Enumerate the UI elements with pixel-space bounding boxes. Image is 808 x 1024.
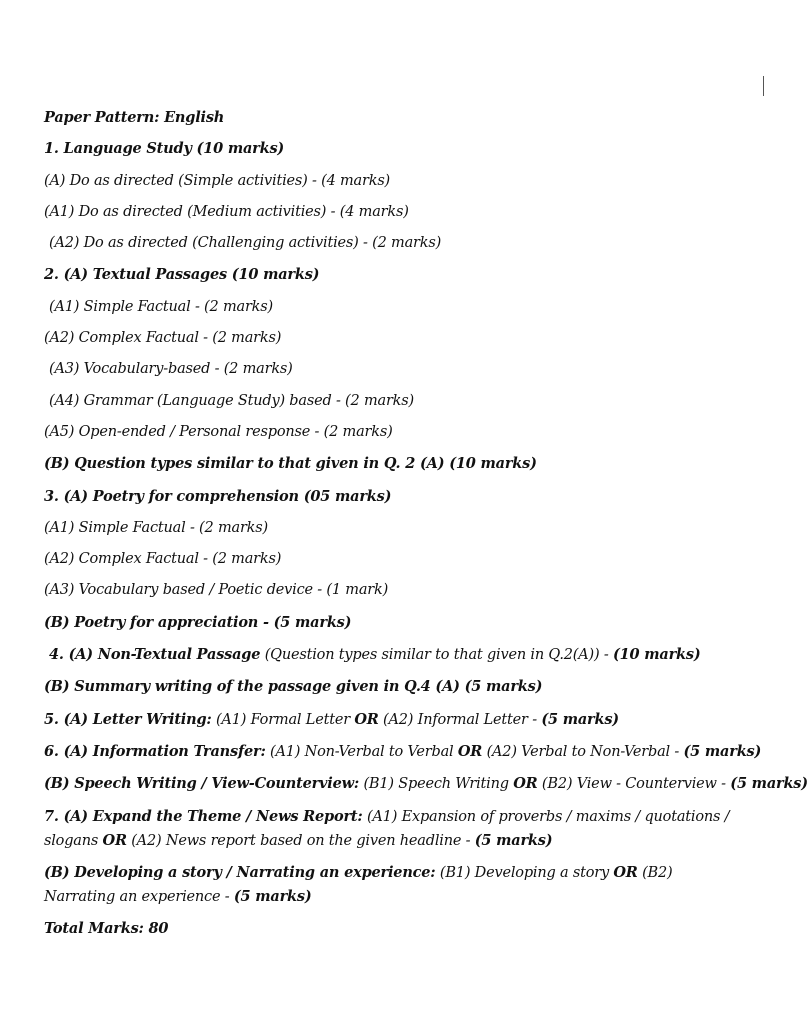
- pattern-line: [44, 166, 744, 197]
- line-emphasis: (B) Poetry for appreciation - (5 marks): [44, 613, 352, 631]
- pattern-line: [44, 417, 744, 448]
- line-emphasis: (B) Question types similar to that given in Q. 2 (A) (10 marks): [44, 455, 537, 473]
- line-emphasis: OR: [513, 775, 538, 793]
- line-text: (A2) Complex Factual - (2 marks): [44, 551, 282, 568]
- pattern-line: [44, 704, 744, 736]
- line-text: (A3) Vocabulary-based - (2 marks): [49, 361, 293, 378]
- document-title: Paper Pattern: English: [44, 109, 225, 126]
- line-text: (Question types similar to that given in Q.2(A)) -: [260, 647, 613, 664]
- pattern-line: [44, 575, 744, 606]
- line-text: (B1) Developing a story: [435, 864, 614, 881]
- total-marks: Total Marks: 80: [44, 919, 169, 937]
- pattern-line: [44, 513, 744, 544]
- line-emphasis: (5 marks): [683, 742, 762, 760]
- pattern-line: [44, 259, 744, 291]
- line-emphasis: 4. (A) Non-Textual Passage: [49, 646, 261, 664]
- line-text: (A2) Informal Letter -: [378, 711, 542, 728]
- pattern-line: [44, 448, 744, 480]
- line-text: (A1) Simple Factual - (2 marks): [44, 519, 268, 536]
- line-emphasis: OR: [354, 710, 379, 728]
- line-text: (B1) Speech Writing: [359, 776, 514, 793]
- line-emphasis: (10 marks): [612, 646, 701, 664]
- line-emphasis: 1. Language Study (10 marks): [44, 140, 285, 158]
- line-emphasis: 7. (A) Expand the Theme / News Report:: [44, 807, 363, 825]
- line-text: (A1) Expansion of proverbs / maxims / quotations / slogans: [44, 808, 730, 849]
- line-text: (A2) Complex Factual - (2 marks): [44, 330, 282, 347]
- pattern-line: [44, 197, 744, 228]
- line-emphasis: (B) Developing a story / Narrating an experience:: [44, 863, 436, 881]
- line-emphasis: 5. (A) Letter Writing:: [44, 710, 212, 728]
- line-emphasis: (5 marks): [233, 887, 312, 905]
- pattern-line: [44, 133, 744, 165]
- document-body: [44, 102, 808, 944]
- pattern-line: [44, 323, 744, 354]
- line-emphasis: OR: [102, 831, 127, 849]
- line-emphasis: (5 marks): [730, 775, 808, 793]
- line-text: (A1) Non-Verbal to Verbal: [265, 743, 458, 760]
- pattern-line: [44, 228, 744, 259]
- line-emphasis: (B) Summary writing of the passage given in Q.4 (A) (5 marks): [44, 678, 543, 696]
- line-text: (A) Do as directed (Simple activities) - (4 marks): [44, 172, 391, 189]
- line-text: (A5) Open-ended / Personal response - (2 marks): [44, 423, 393, 440]
- line-emphasis: (5 marks): [541, 710, 619, 728]
- pattern-line: [44, 386, 744, 417]
- pattern-line: [44, 671, 744, 703]
- pattern-line: [44, 768, 808, 800]
- line-text: (A4) Grammar (Language Study) based - (2 marks): [49, 392, 414, 409]
- line-emphasis: OR: [613, 863, 638, 881]
- line-text: (B2) View - Counterview -: [537, 776, 731, 793]
- line-emphasis: 2. (A) Textual Passages (10 marks): [44, 266, 320, 284]
- line-text: (A1) Do as directed (Medium activities) - (4 marks): [44, 203, 409, 220]
- line-emphasis: 6. (A) Information Transfer:: [44, 742, 266, 760]
- line-emphasis: (B) Speech Writing / View-Counterview:: [44, 775, 360, 793]
- pattern-line: [44, 544, 744, 575]
- pattern-line: [44, 354, 744, 385]
- pattern-line: [44, 801, 744, 857]
- line-text: (A2) Verbal to Non-Verbal -: [482, 743, 684, 760]
- pattern-line: [44, 736, 762, 768]
- line-text: (A2) News report based on the given headline -: [126, 832, 475, 849]
- line-text: (A3) Vocabulary based / Poetic device - (1 mark): [44, 582, 389, 599]
- pattern-line: [44, 639, 744, 671]
- pattern-list: [44, 133, 808, 912]
- line-emphasis: (5 marks): [474, 831, 553, 849]
- pattern-line: [44, 607, 744, 639]
- line-text: (A1) Formal Letter: [211, 711, 355, 728]
- line-emphasis: OR: [457, 742, 483, 760]
- line-text: (B2) Narrating an experience -: [44, 864, 673, 905]
- pattern-line: [44, 857, 744, 913]
- pattern-line: [44, 481, 744, 513]
- line-text: (A2) Do as directed (Challenging activities) - (2 marks): [49, 235, 442, 252]
- pattern-line: [44, 292, 744, 323]
- line-emphasis: 3. (A) Poetry for comprehension (05 marks): [44, 487, 392, 505]
- line-text: (A1) Simple Factual - (2 marks): [49, 298, 273, 315]
- page-edge-mark: [763, 76, 768, 96]
